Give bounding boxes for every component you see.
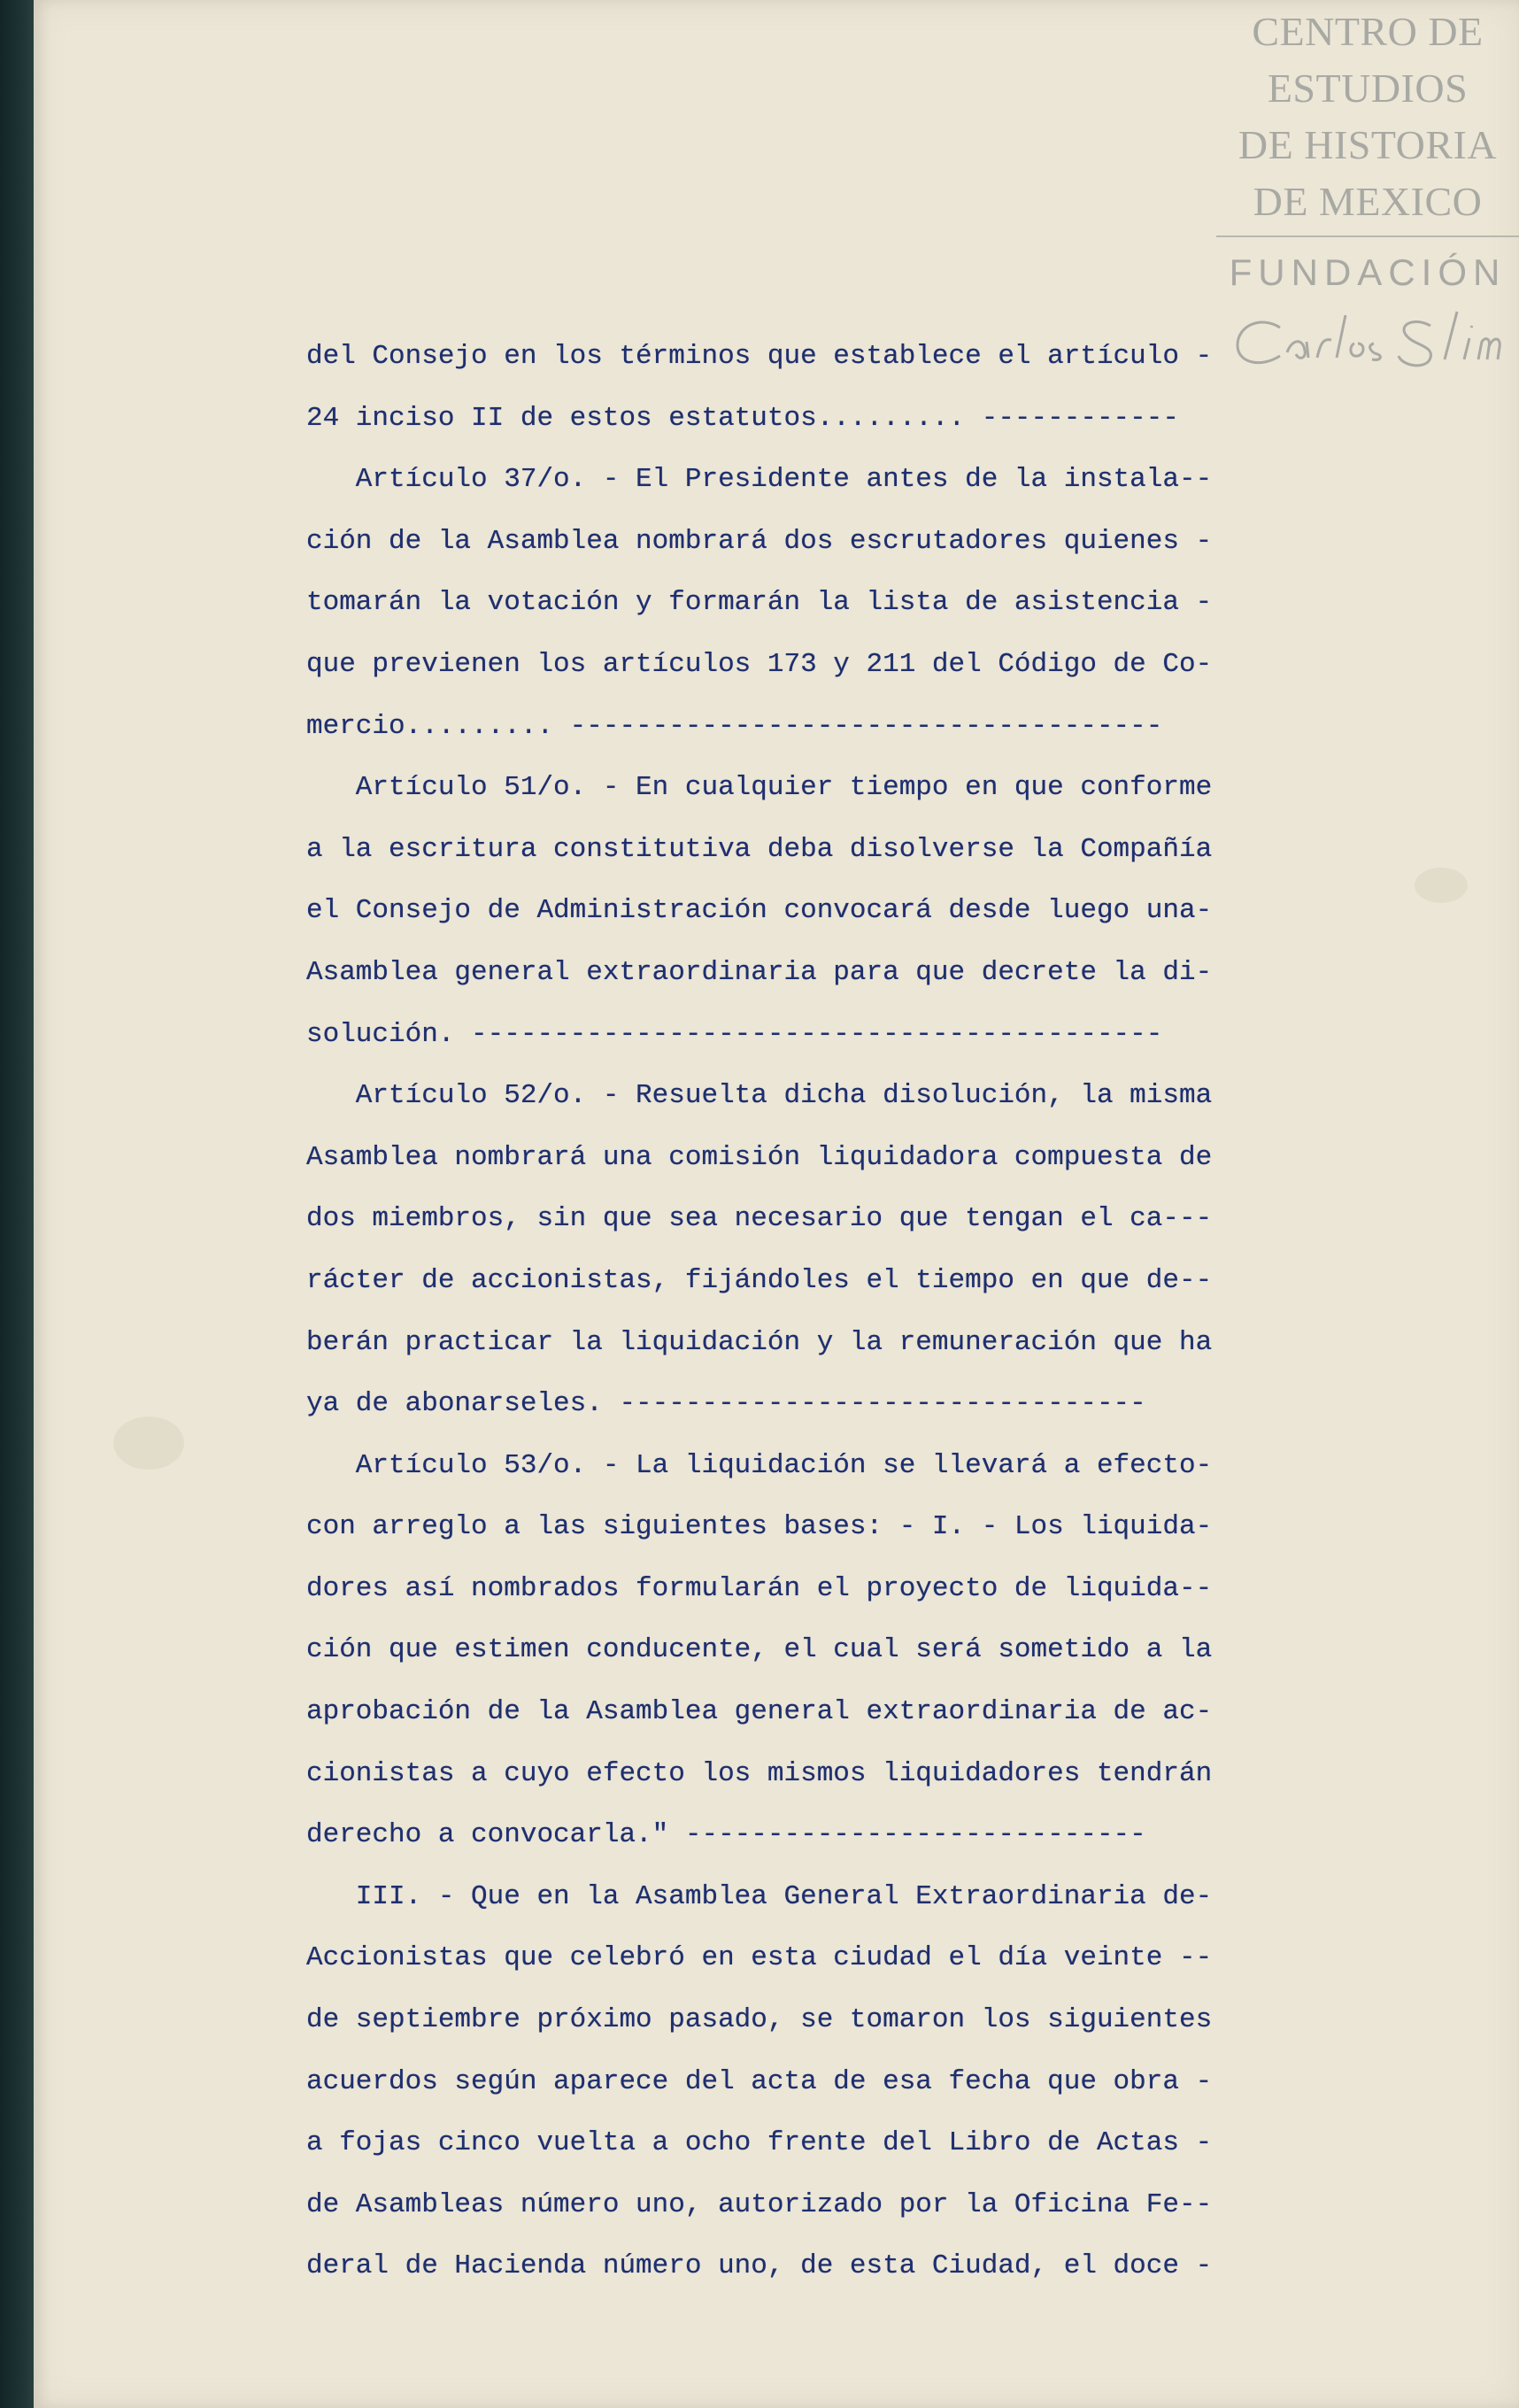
watermark-divider (1216, 235, 1519, 237)
document-line: el Consejo de Administración convocará desde luego una- (306, 895, 1213, 927)
watermark-foundation: FUNDACIÓN (1229, 251, 1507, 293)
document-line: ya de abonarseles. -------------------------------- (306, 1388, 1146, 1420)
document-line: deral de Hacienda número uno, de esta Ciudad, el doce - (306, 2250, 1213, 2282)
paper-smudge (113, 1416, 184, 1470)
document-line: berán practicar la liquidación y la remuneración que ha (306, 1326, 1213, 1358)
document-line: Artículo 52/o. - Resuelta dicha disolución, la misma (306, 1080, 1213, 1112)
document-line: del Consejo en los términos que establece el artículo - (306, 341, 1213, 372)
document-line: de Asambleas número uno, autorizado por la Oficina Fe-- (306, 2188, 1213, 2220)
document-line: Asamblea general extraordinaria para que decrete la di- (306, 956, 1213, 988)
document-line: Artículo 37/o. - El Presidente antes de la instala-- (306, 464, 1213, 496)
watermark-line: DE MEXICO (1253, 179, 1483, 224)
typed-document-body (306, 326, 1280, 2297)
watermark-line: CENTRO DE (1252, 9, 1484, 54)
watermark-line: DE HISTORIA (1238, 122, 1498, 167)
scan-left-edge (0, 0, 34, 2408)
document-line: tomarán la votación y formarán la lista de asistencia - (306, 587, 1213, 619)
paper-smudge (1415, 868, 1468, 903)
watermark-line: ESTUDIOS (1267, 66, 1469, 111)
document-line: rácter de accionistas, fijándoles el tiempo en que de-- (306, 1264, 1213, 1296)
document-line: mercio......... ------------------------------------ (306, 710, 1163, 742)
document-line: a fojas cinco vuelta a ocho frente del Libro de Actas - (306, 2127, 1213, 2159)
document-line: cionistas a cuyo efecto los mismos liquidadores tendrán (306, 1757, 1213, 1789)
document-line: acuerdos según aparece del acta de esa fecha que obra - (306, 2065, 1213, 2097)
document-line: Asamblea nombrará una comisión liquidadora compuesta de (306, 1141, 1213, 1173)
document-line: Artículo 53/o. - La liquidación se llevará a efecto- (306, 1449, 1213, 1481)
document-line: que previenen los artículos 173 y 211 del Código de Co- (306, 648, 1213, 680)
document-line: aprobación de la Asamblea general extraordinaria de ac- (306, 1696, 1213, 1728)
document-line: con arreglo a las siguientes bases: - I. - Los liquida- (306, 1511, 1213, 1543)
document-line: Accionistas que celebró en esta ciudad el día veinte -- (306, 1942, 1213, 1974)
document-line: de septiembre próximo pasado, se tomaron los siguientes (306, 2004, 1213, 2036)
document-line: dos miembros, sin que sea necesario que tengan el ca--- (306, 1203, 1213, 1235)
document-line: III. - Que en la Asamblea General Extraordinaria de- (306, 1880, 1213, 1912)
document-line: dores así nombrados formularán el proyecto de liquida-- (306, 1572, 1213, 1604)
document-line: Artículo 51/o. - En cualquier tiempo en que conforme (306, 772, 1213, 804)
document-line: a la escritura constitutiva deba disolverse la Compañía (306, 833, 1213, 865)
document-line: 24 inciso II de estos estatutos......... ------------ (306, 402, 1179, 434)
document-line: ción de la Asamblea nombrará dos escrutadores quienes - (306, 525, 1213, 557)
document-line: solución. ------------------------------------------ (306, 1018, 1163, 1050)
document-line: ción que estimen conducente, el cual será sometido a la (306, 1634, 1213, 1666)
document-line: derecho a convocarla." ---------------------------- (306, 1819, 1146, 1851)
